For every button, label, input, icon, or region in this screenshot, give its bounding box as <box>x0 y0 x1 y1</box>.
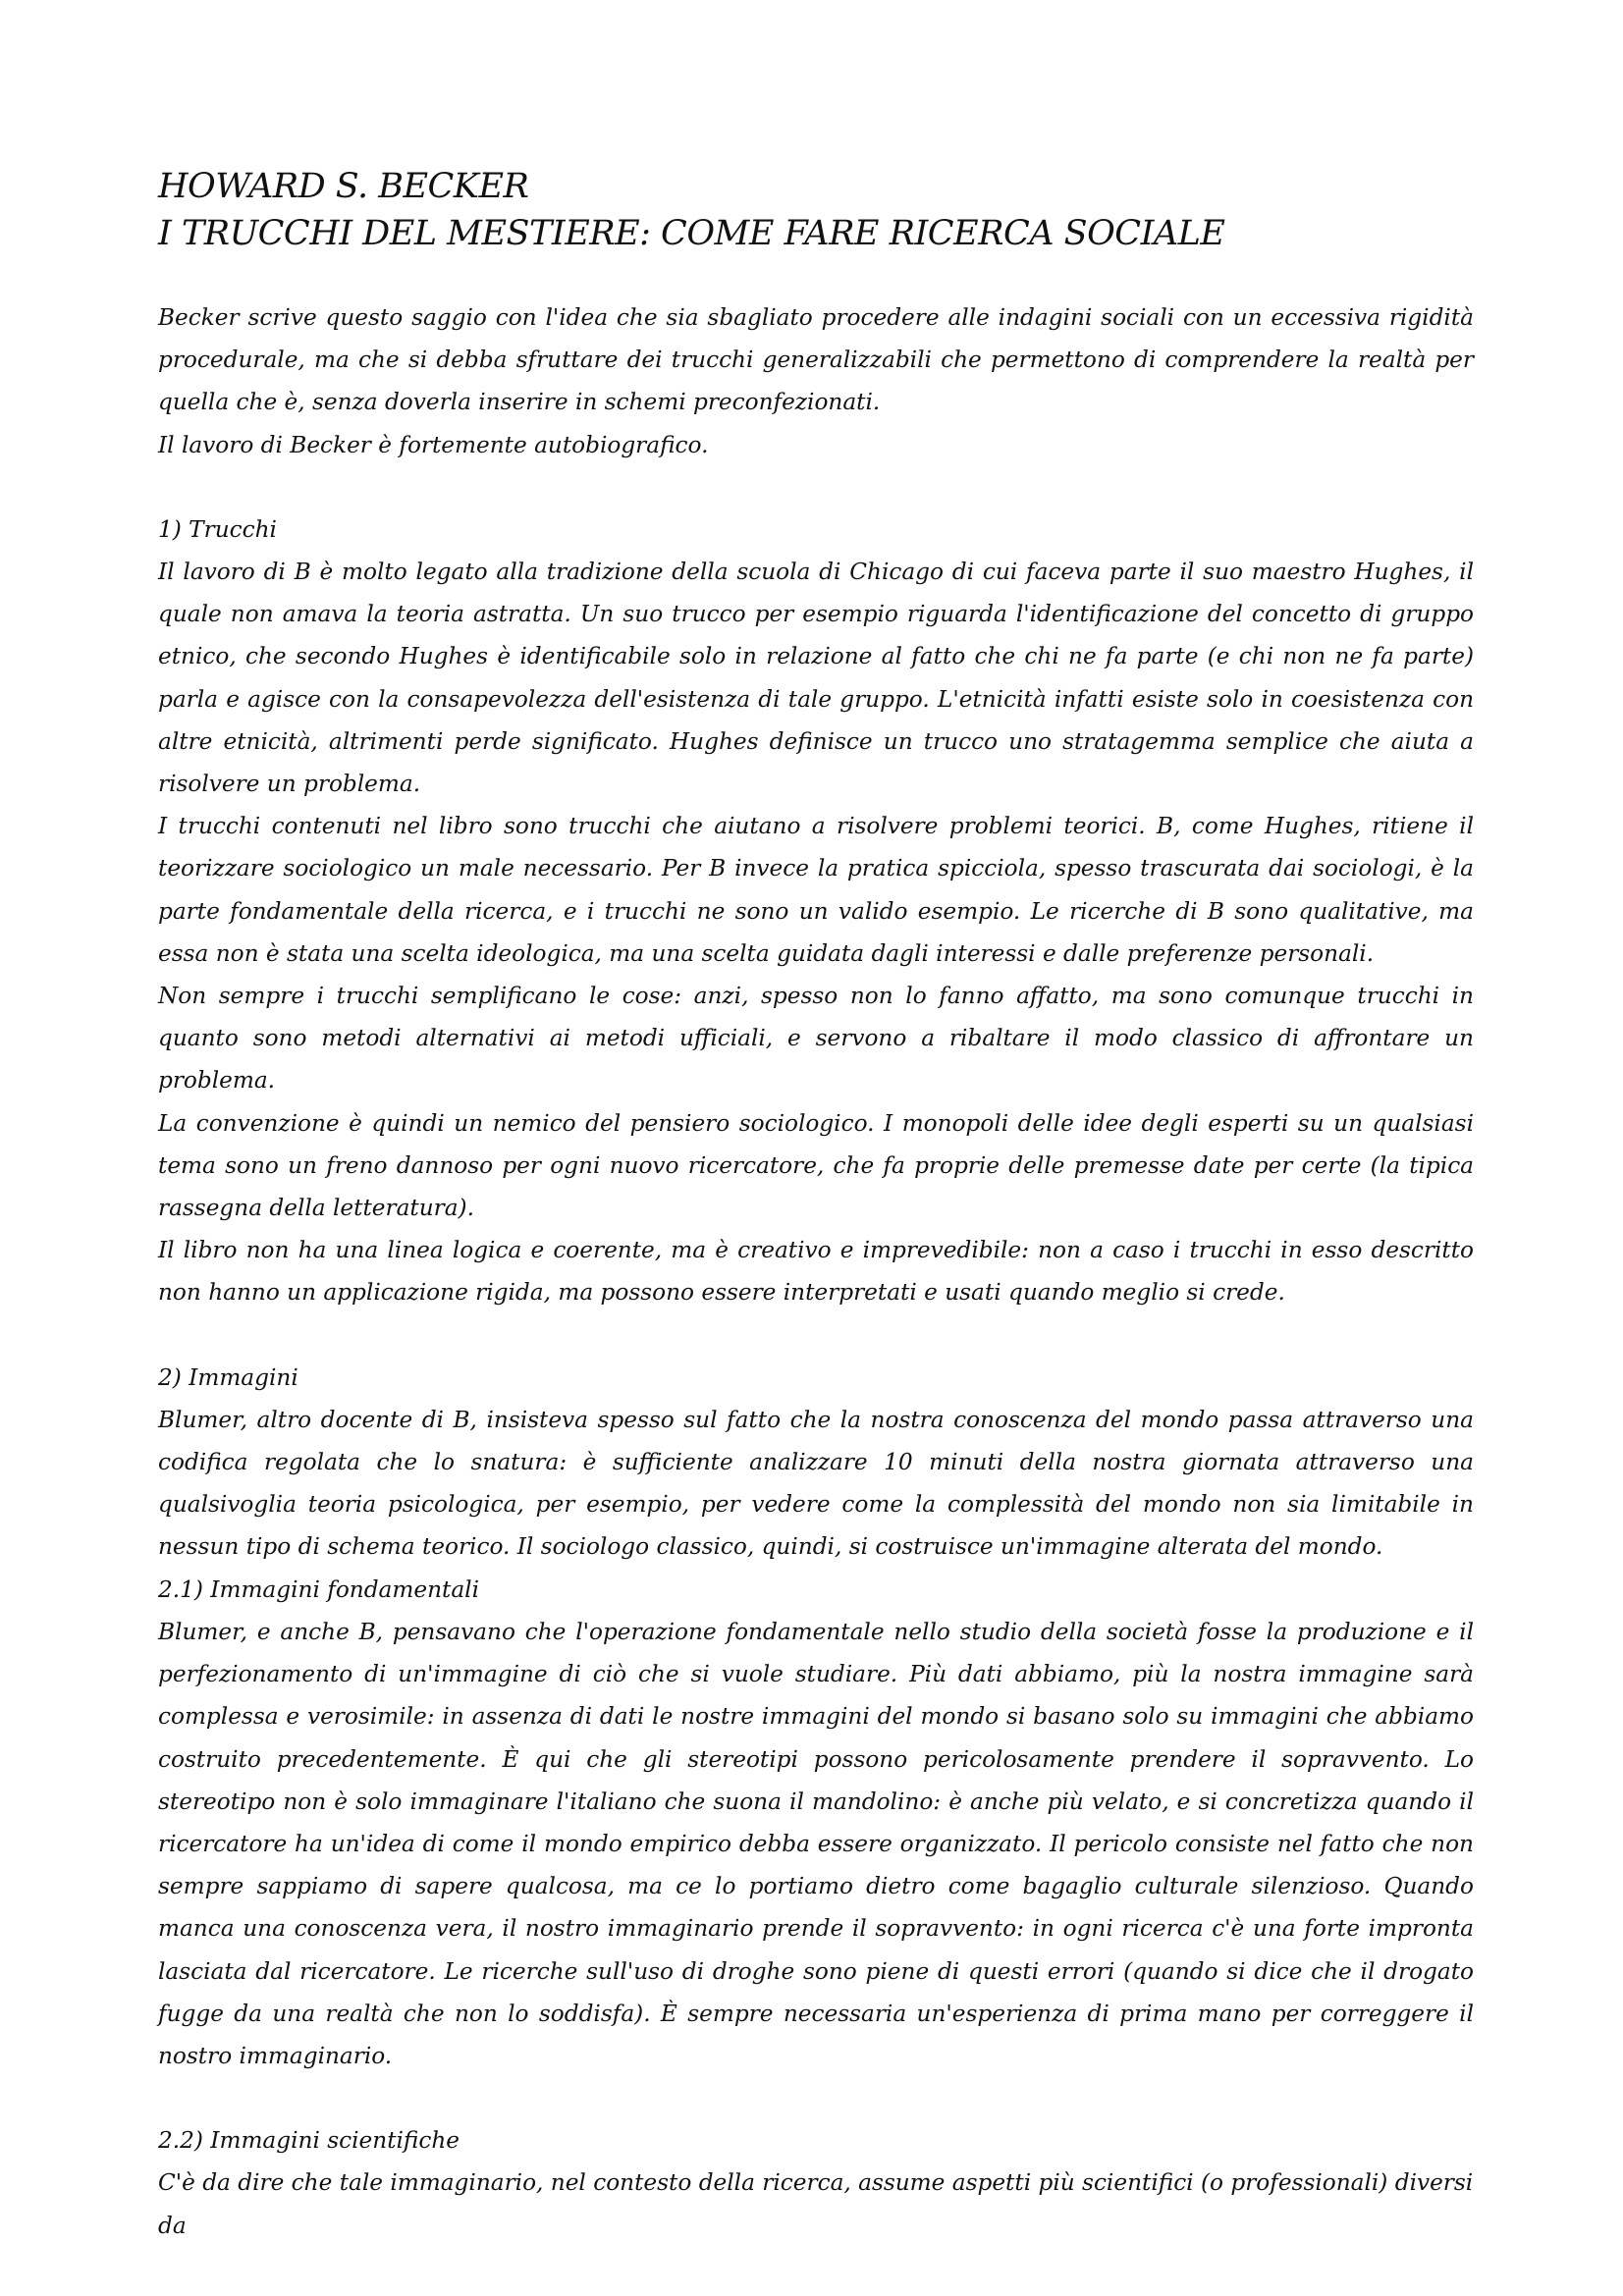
document-title: I TRUCCHI DEL MESTIERE: COME FARE RICERCA SOCIALE <box>158 214 1225 253</box>
author-name: HOWARD S. BECKER <box>158 167 529 206</box>
paragraph-spacer <box>158 466 1474 508</box>
body-paragraph: Non sempre i trucchi semplificano le cose: anzi, spesso non lo fanno affatto, ma sono comunque trucchi in quanto sono metodi alternativi ai metodi ufficiali, e servono a ribaltare il modo classico di affrontare un problema. <box>158 983 1474 1095</box>
title-block <box>158 163 1474 257</box>
body-paragraph: Blumer, e anche B, pensavano che l'operazione fondamentale nello studio della società fosse la produzione e il perfezionamento di un'immagine di ciò che si vuole studiare. Più dati abbiamo, più la nostra immagine sarà complessa e verosimile: in assenza di dati le nostre immagini del mondo si basano solo su immagini che abbiamo costruito precedentemente. È qui che gli stereotipi possono pericolosamente prendere il sopravvento. Lo stereotipo non è solo immaginare l'italiano che suona il mandolino: è anche più velato, e si concretizza quando il ricercatore ha un'idea di come il mondo empirico debba essere organizzato. Il pericolo consiste nel fatto che non sempre sappiamo di sapere qualcosa, ma ce lo portiamo dietro come bagaglio culturale silenzioso. Quando manca una conoscenza vera, il nostro immaginario prende il sopravvento: in ogni ricerca c'è una forte impronta lasciata dal ricercatore. Le ricerche sull'uso di droghe sono piene di questi errori (quando si dice che il drogato fugge da una realtà che non lo soddisfa). È sempre necessaria un'esperienza di prima mano per correggere il nostro immaginario. <box>158 1618 1474 2069</box>
section-heading-immagini-fondamentali: 2.1) Immagini fondamentali <box>158 1575 479 1603</box>
intro-paragraph: Becker scrive questo saggio con l'idea che sia sbagliato procedere alle indagini sociali con un eccessiva rigidità procedurale, ma che si debba sfruttare dei trucchi generalizzabili che permettono di comprendere la realtà per quella che è, senza doverla inserire in schemi preconfezionati. <box>158 304 1474 416</box>
paragraph-spacer <box>158 1314 1474 1357</box>
document-body <box>158 163 1474 2247</box>
body-paragraph: Blumer, altro docente di B, insisteva spesso sul fatto che la nostra conoscenza del mondo passa attraverso una codifica regolata che lo snatura: è sufficiente analizzare 10 minuti della nostra giornata attraverso una qualsivoglia teoria psicologica, per esempio, per vedere come la complessità del mondo non sia limitabile in nessun tipo di schema teorico. Il sociologo classico, quindi, si costruisce un'immagine alterata del mondo. <box>158 1406 1474 1561</box>
body-paragraph: I trucchi contenuti nel libro sono trucchi che aiutano a risolvere problemi teorici. B, come Hughes, ritiene il teorizzare sociologico un male necessario. Per B invece la pratica spicciola, spesso trascurata dai sociologi, è la parte fondamentale della ricerca, e i trucchi ne sono un valido esempio. Le ricerche di B sono qualitative, ma essa non è stata una scelta ideologica, ma una scelta guidata dagli interessi e dalle preferenze personali. <box>158 813 1474 967</box>
section-heading-trucchi: 1) Trucchi <box>158 515 277 543</box>
body-paragraph: C'è da dire che tale immaginario, nel contesto della ricerca, assume aspetti più scientifici (o professionali) diversi da <box>158 2169 1474 2239</box>
body-paragraph: La convenzione è quindi un nemico del pensiero sociologico. I monopoli delle idee degli esperti su un qualsiasi tema sono un freno dannoso per ogni nuovo ricercatore, che fa proprie delle premesse date per certe (la tipica rassegna della letteratura). <box>158 1109 1474 1222</box>
body-paragraph: Il libro non ha una linea logica e coerente, ma è creativo e imprevedibile: non a caso i trucchi in esso descritto non hanno un applicazione rigida, ma possono essere interpretati e usati quando meglio si crede. <box>158 1237 1474 1307</box>
paragraph-spacer <box>158 2077 1474 2119</box>
body-paragraph: Il lavoro di B è molto legato alla tradizione della scuola di Chicago di cui faceva parte il suo maestro Hughes, il quale non amava la teoria astratta. Un suo trucco per esempio riguarda l'identificazione del concetto di gruppo etnico, che secondo Hughes è identificabile solo in relazione al fatto che chi ne fa parte (e chi non ne fa parte) parla e agisce con la consapevolezza dell'esistenza di tale gruppo. L'etnicità infatti esiste solo in coesistenza con altre etnicità, altrimenti perde significato. Hughes definisce un trucco uno stratagemma semplice che aiuta a risolvere un problema. <box>158 559 1474 798</box>
intro-paragraph: Il lavoro di Becker è fortemente autobiografico. <box>158 431 709 458</box>
section-heading-immagini-scientifiche: 2.2) Immagini scientifiche <box>158 2127 460 2155</box>
section-heading-immagini: 2) Immagini <box>158 1363 298 1391</box>
